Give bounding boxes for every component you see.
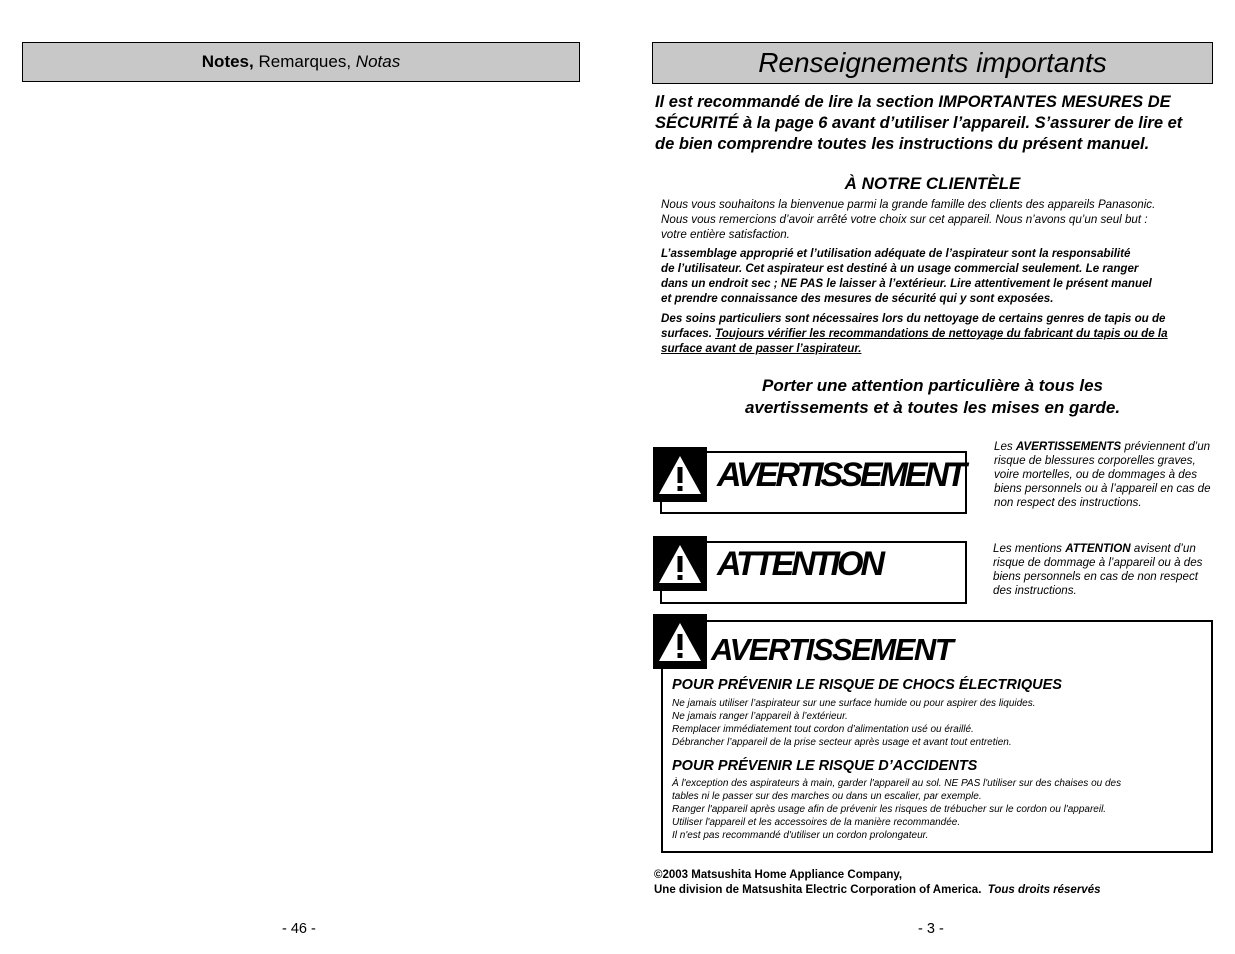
- care-line: Des soins particuliers sont nécessaires lors du nettoyage de certains genres de tapis ou de: [661, 312, 1166, 325]
- care-paragraph: [661, 311, 1206, 356]
- responsibility-line: dans un endroit sec ; NE PAS le laisser à l’extérieur. Lire attentivement le présent manuel: [661, 277, 1152, 290]
- electric-shock-title: POUR PRÉVENIR LE RISQUE DE CHOCS ÉLECTRIQUES: [672, 677, 1062, 693]
- warning-triangle-icon: [653, 536, 707, 591]
- responsibility-line: de l’utilisateur. Cet aspirateur est destiné à un usage commercial seulement. Le ranger: [661, 262, 1139, 275]
- warning-desc-bold: AVERTISSEMENTS: [1015, 440, 1122, 453]
- list-item: Ne jamais ranger l’appareil à l’extérieur.: [672, 711, 848, 722]
- notas-label: Notas: [355, 52, 401, 71]
- attention-notice-line: Porter une attention particulière à tous les: [761, 376, 1104, 395]
- welcome-line: Nous vous remercions d’avoir arrêté votre choix sur cet appareil. Nous n’avons qu’un seul but :: [661, 213, 1148, 226]
- list-item: Remplacer immédiatement tout cordon d’alimentation usé ou éraillé.: [672, 724, 974, 735]
- page-title: Renseignements importants: [652, 42, 1213, 84]
- safety-warning-label: AVERTISSEMENT: [711, 632, 953, 667]
- warning-label: AVERTISSEMENT: [717, 456, 964, 494]
- care-underlined: surface avant de passer l’aspirateur.: [661, 342, 862, 355]
- notes-header: [22, 42, 580, 82]
- care-line: [661, 326, 1206, 341]
- list-item: Il n'est pas recommandé d'utiliser un cordon prolongateur.: [672, 830, 929, 841]
- copyright-line: ©2003 Matsushita Home Appliance Company,: [654, 869, 903, 881]
- responsibility-line: L’assemblage approprié et l’utilisation adéquate de l’aspirateur sont la responsabilité: [661, 247, 1131, 260]
- warning-desc-text: préviennent d’un risque de blessures corporelles graves, voire mortelles, ou de dommages à des biens personnels ou à l’appareil en cas de non respect des instructions.: [994, 440, 1211, 509]
- list-item: Débrancher l’appareil de la prise secteur après usage et avant tout entretien.: [672, 737, 1012, 748]
- caution-description: [993, 542, 1218, 598]
- list-item: À l'exception des aspirateurs à main, garder l'appareil au sol. NE PAS l'utiliser sur des chaises ou des: [672, 778, 1122, 789]
- accidents-list: [672, 777, 1202, 842]
- care-text: surfaces.: [661, 327, 716, 340]
- accidents-title: POUR PRÉVENIR LE RISQUE D’ACCIDENTS: [672, 758, 978, 774]
- responsibility-line: et prendre connaissance des mesures de sécurité qui y sont exposées.: [661, 292, 1054, 305]
- welcome-line: Nous vous souhaitons la bienvenue parmi la grande famille des clients des appareils Panasonic.: [661, 198, 1156, 211]
- warning-description: [994, 440, 1219, 510]
- caution-desc-text: avisent d’un risque de dommage à l’appareil ou à des biens personnels en cas de non respect des instructions.: [993, 542, 1203, 597]
- page-number-left: - 46 -: [282, 921, 316, 937]
- intro-line: de bien comprendre toutes les instructions du présent manuel.: [655, 135, 1150, 153]
- electric-shock-list: [672, 697, 1202, 749]
- caution-label: ATTENTION: [717, 545, 883, 583]
- responsibility-paragraph: [661, 246, 1206, 306]
- warning-desc-text: Les: [994, 440, 1016, 453]
- list-item: tables ni le passer sur des marches ou dans un escalier, par exemple.: [672, 791, 982, 802]
- remarques-label: Remarques,: [253, 52, 356, 71]
- copyright-notice: [654, 868, 1101, 898]
- warning-triangle-icon: [653, 614, 707, 669]
- list-item: Ne jamais utiliser l’aspirateur sur une surface humide ou pour aspirer des liquides.: [672, 698, 1036, 709]
- welcome-line: votre entière satisfaction.: [661, 228, 790, 241]
- intro-paragraph: [655, 92, 1215, 155]
- client-title: À NOTRE CLIENTÈLE: [844, 174, 1021, 193]
- caution-desc-bold: ATTENTION: [1065, 542, 1131, 555]
- notes-label: Notes,: [201, 52, 254, 71]
- care-underlined: Toujours vérifier les recommandations de nettoyage du fabricant du tapis ou de la: [715, 327, 1168, 340]
- copyright-line: [654, 883, 1101, 898]
- warning-triangle-icon: [653, 447, 707, 502]
- intro-line: Il est recommandé de lire la section IMPORTANTES MESURES DE: [655, 93, 1171, 111]
- attention-notice-line: avertissements et à toutes les mises en garde.: [744, 398, 1121, 417]
- attention-notice: [655, 375, 1210, 419]
- care-line: [661, 341, 1206, 356]
- page-number-right: - 3 -: [918, 921, 944, 937]
- list-item: Ranger l'appareil après usage afin de prévenir les risques de trébucher sur le cordon ou l'appareil.: [672, 804, 1107, 815]
- list-item: Utiliser l'appareil et les accessoires de la manière recommandée.: [672, 817, 961, 828]
- copyright-text: Une division de Matsushita Electric Corporation of America.: [654, 884, 988, 896]
- caution-desc-text: Les mentions: [993, 542, 1066, 555]
- rights-reserved: Tous droits réservés: [987, 884, 1101, 896]
- welcome-paragraph: [661, 197, 1206, 242]
- intro-line: SÉCURITÉ à la page 6 avant d’utiliser l’appareil. S’assurer de lire et: [655, 114, 1183, 132]
